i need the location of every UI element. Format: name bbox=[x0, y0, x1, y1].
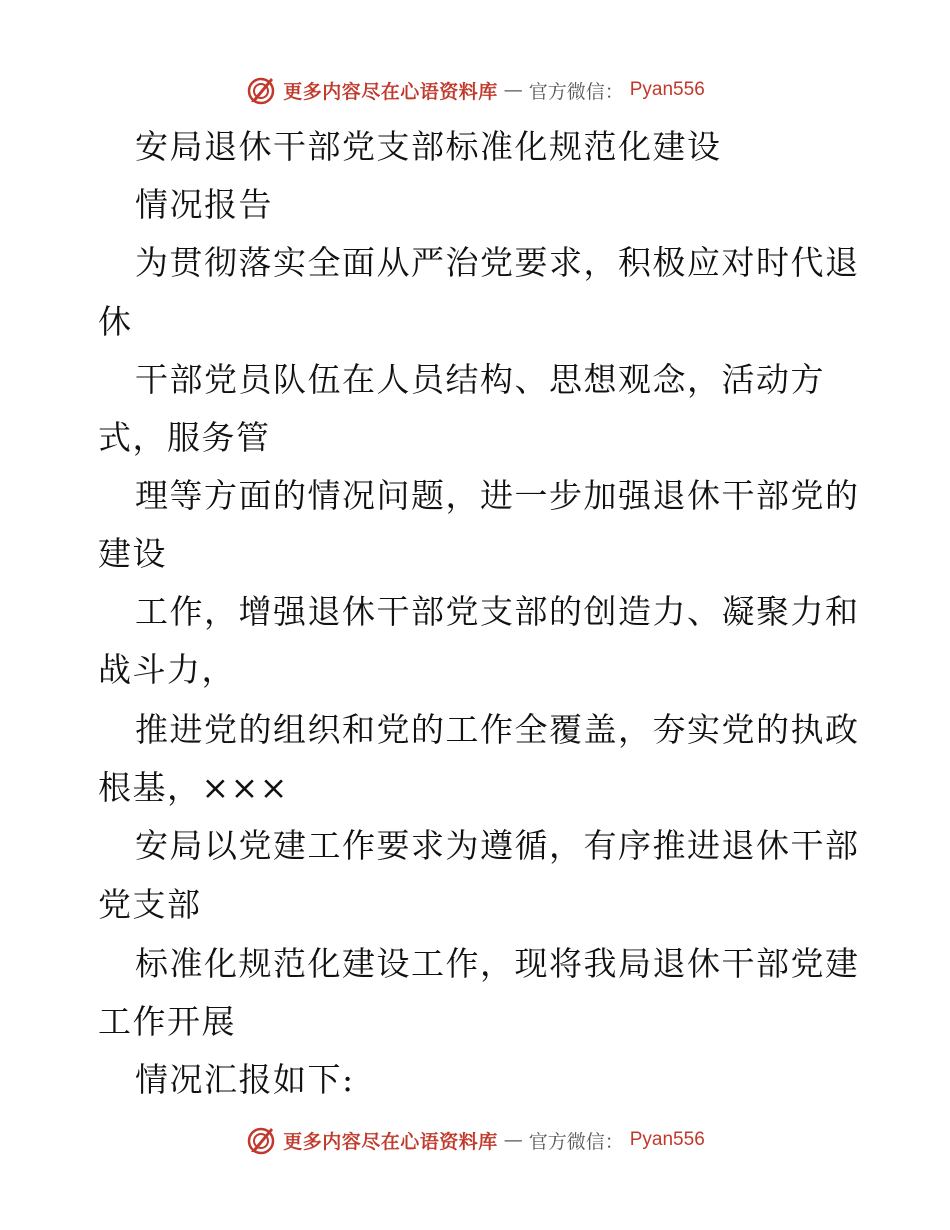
watermark-text: 更多内容尽在心语资料库 bbox=[283, 1130, 498, 1153]
paragraph-line: 情况汇报如下: bbox=[135, 1060, 355, 1099]
paragraph-line: 标准化规范化建设工作，现将我局退休干部党建 bbox=[135, 944, 860, 983]
paragraph-line: 战斗力， bbox=[98, 650, 236, 689]
paragraph-line: 为贯彻落实全面从严治党要求，积极应对时代退 bbox=[135, 243, 860, 282]
quill-logo-icon bbox=[245, 1124, 277, 1156]
quill-logo-icon bbox=[245, 74, 277, 106]
watermark-dash: — bbox=[503, 79, 523, 101]
watermark-wechat-label: 官方微信： bbox=[528, 1130, 624, 1153]
watermark-wechat-id: Pyan556 bbox=[629, 1129, 705, 1150]
paragraph-line: 干部党员队伍在人员结构、思想观念，活动方 bbox=[135, 360, 825, 399]
paragraph-line: 式，服务管 bbox=[98, 418, 271, 457]
header-watermark bbox=[0, 70, 950, 110]
doc-title-line-1: 安局退休干部党支部标准化规范化建设 bbox=[135, 127, 722, 166]
paragraph-line: 根基，××× bbox=[98, 768, 289, 807]
paragraph-line: 建设 bbox=[98, 534, 167, 573]
paragraph-line: 休 bbox=[98, 302, 133, 341]
paragraph-line: 安局以党建工作要求为遵循，有序推进退休干部 bbox=[135, 826, 860, 865]
watermark-text: 更多内容尽在心语资料库 bbox=[283, 80, 498, 103]
paragraph-line: 党支部 bbox=[98, 885, 202, 924]
watermark-wechat-label: 官方微信： bbox=[528, 80, 624, 103]
paragraph-line: 工作开展 bbox=[98, 1002, 236, 1041]
doc-title-line-2: 情况报告 bbox=[135, 185, 273, 224]
footer-watermark bbox=[0, 1120, 950, 1160]
paragraph-line: 工作，增强退休干部党支部的创造力、凝聚力和 bbox=[135, 592, 860, 631]
watermark-dash: — bbox=[503, 1129, 523, 1151]
watermark-wechat-id: Pyan556 bbox=[629, 79, 705, 100]
paragraph-line: 推进党的组织和党的工作全覆盖，夯实党的执政 bbox=[135, 710, 860, 749]
paragraph-line: 理等方面的情况问题，进一步加强退休干部党的 bbox=[135, 476, 860, 515]
